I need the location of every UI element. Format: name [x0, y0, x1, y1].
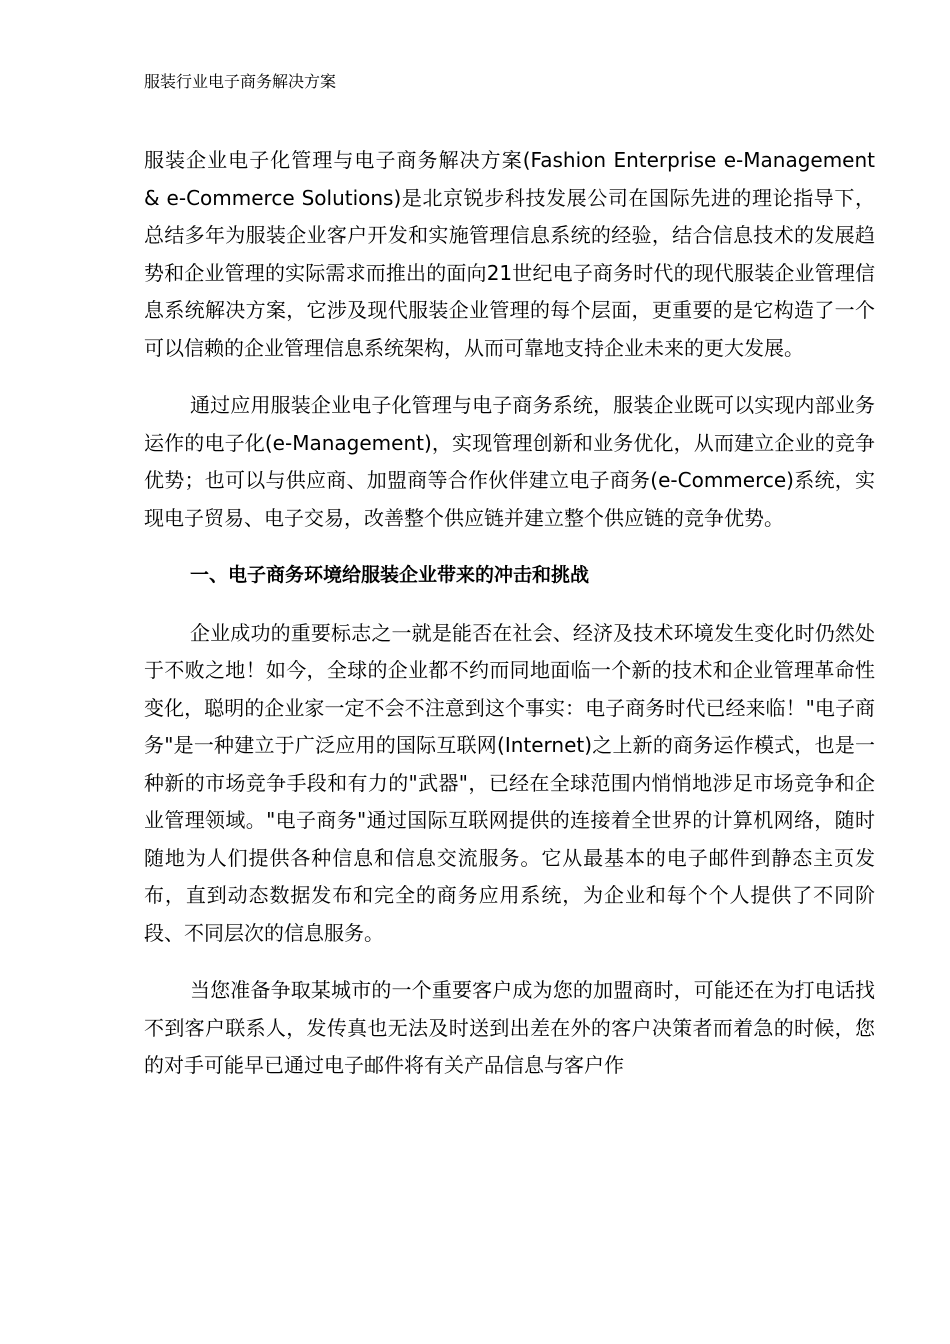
paragraph-scenario: 当您准备争取某城市的一个重要客户成为您的加盟商时，可能还在为打电话找不到客户联系人，发传真也无法及时送到出差在外的客户决策者而着急的时候，您的对手可能早已通过电子邮件将有关产品信息与客户作: [144, 978, 875, 1077]
running-header: 服装行业电子商务解决方案: [144, 72, 337, 91]
document-body: [144, 142, 875, 1085]
paragraph-intro: 服装企业电子化管理与电子商务解决方案(Fashion Enterprise e-Management & e-Commerce Solutions)是北京锐步科技发展公司在国际先进的理论指导下，总结多年为服装企业客户开发和实施管理信息系统的经验，结合信息技术的发展趋势和企业管理的实际需求而推出的面向21世纪电子商务时代的现代服装企业管理信息系统解决方案，它涉及现代服装企业管理的每个层面，更重要的是它构造了一个可以信赖的企业管理信息系统架构，从而可靠地支持企业未来的更大发展。: [144, 148, 875, 360]
section-heading-1: 一、电子商务环境给服装企业带来的冲击和挑战: [190, 564, 590, 586]
paragraph-ecommerce-era: 企业成功的重要标志之一就是能否在社会、经济及技术环境发生变化时仍然处于不败之地！如今，全球的企业都不约而同地面临一个新的技术和企业管理革命性变化，聪明的企业家一定不会不注意到这个事实：电子商务时代已经来临！"电子商务"是一种建立于广泛应用的国际互联网(Internet)之上新的商务运作模式，也是一种新的市场竞争手段和有力的"武器"，已经在全球范围内悄悄地涉足市场竞争和企业管理领域。"电子商务"通过国际互联网提供的连接着全世界的计算机网络，随时随地为人们提供各种信息和信息交流服务。它从最基本的电子邮件到静态主页发布，直到动态数据发布和完全的商务应用系统，为企业和每个个人提供了不同阶段、不同层次的信息服务。: [144, 620, 875, 945]
paragraph-benefits: 通过应用服装企业电子化管理与电子商务系统，服装企业既可以实现内部业务运作的电子化(e-Management)，实现管理创新和业务优化，从而建立企业的竞争优势；也可以与供应商、加盟商等合作伙伴建立电子商务(e-Commerce)系统，实现电子贸易、电子交易，改善整个供应链并建立整个供应链的竞争优势。: [144, 393, 875, 530]
